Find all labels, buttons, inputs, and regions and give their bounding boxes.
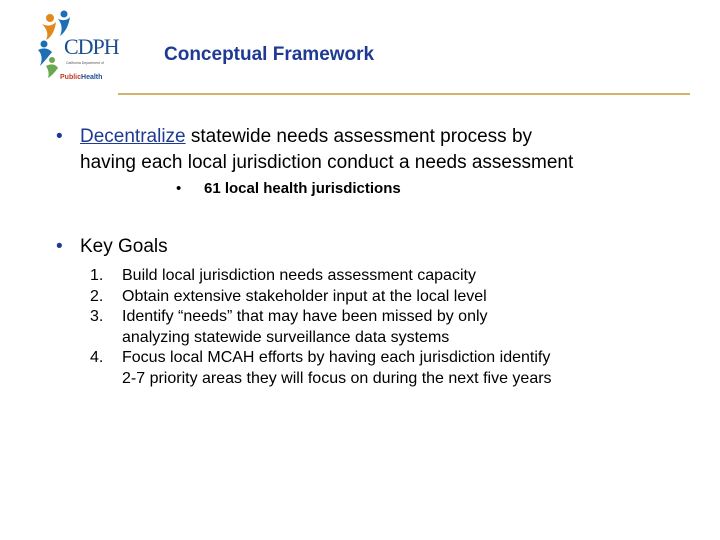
list-item — [56, 348, 696, 389]
goal-text: Focus local MCAH efforts by having each jurisdiction identify — [122, 349, 551, 366]
goal-text-cont: 2-7 priority areas they will focus on during the next five years — [122, 369, 552, 387]
goal-number: 4. — [90, 349, 104, 366]
bullet-text-line1: statewide needs assessment process by — [185, 126, 533, 147]
logo-sub-health: Health — [81, 74, 103, 81]
sub-bullet-marker: • — [176, 180, 182, 197]
goal-text: Identify “needs” that may have been missed by only — [122, 308, 488, 325]
slide-body — [56, 124, 696, 389]
logo-tagline: California Department of — [66, 61, 104, 65]
goal-number: 3. — [90, 308, 104, 325]
goal-number: 1. — [90, 267, 104, 284]
bullet-marker: • — [56, 126, 63, 147]
goal-text: Obtain extensive stakeholder input at the local level — [122, 287, 487, 305]
list-item — [56, 307, 696, 348]
goal-text: Build local jurisdiction needs assessment capacity — [122, 267, 476, 284]
sub-bullet-text: 61 local health jurisdictions — [204, 180, 401, 197]
sub-bullet-jurisdictions — [176, 178, 696, 200]
key-goals-heading: Key Goals — [80, 236, 168, 257]
key-goals-section — [56, 234, 696, 389]
goal-number: 2. — [90, 287, 104, 305]
slide-title: Conceptual Framework — [164, 44, 375, 65]
list-item — [56, 287, 696, 308]
goal-text-cont: analyzing statewide surveillance data systems — [122, 328, 450, 346]
title-divider — [118, 93, 690, 95]
bullet-decentralize — [56, 124, 696, 176]
goals-list — [56, 266, 696, 389]
bullet-marker: • — [56, 236, 63, 257]
logo-subtitle — [60, 74, 102, 81]
logo-wordmark: CDPH — [64, 34, 119, 59]
list-item — [56, 266, 696, 287]
logo-sub-public: Public — [60, 74, 82, 81]
bullet-key-goals — [56, 234, 696, 260]
bullet-text-line2: having each local jurisdiction conduct a needs assessment — [80, 152, 574, 173]
decentralize-term: Decentralize — [80, 126, 186, 147]
cdph-logo — [36, 10, 118, 82]
